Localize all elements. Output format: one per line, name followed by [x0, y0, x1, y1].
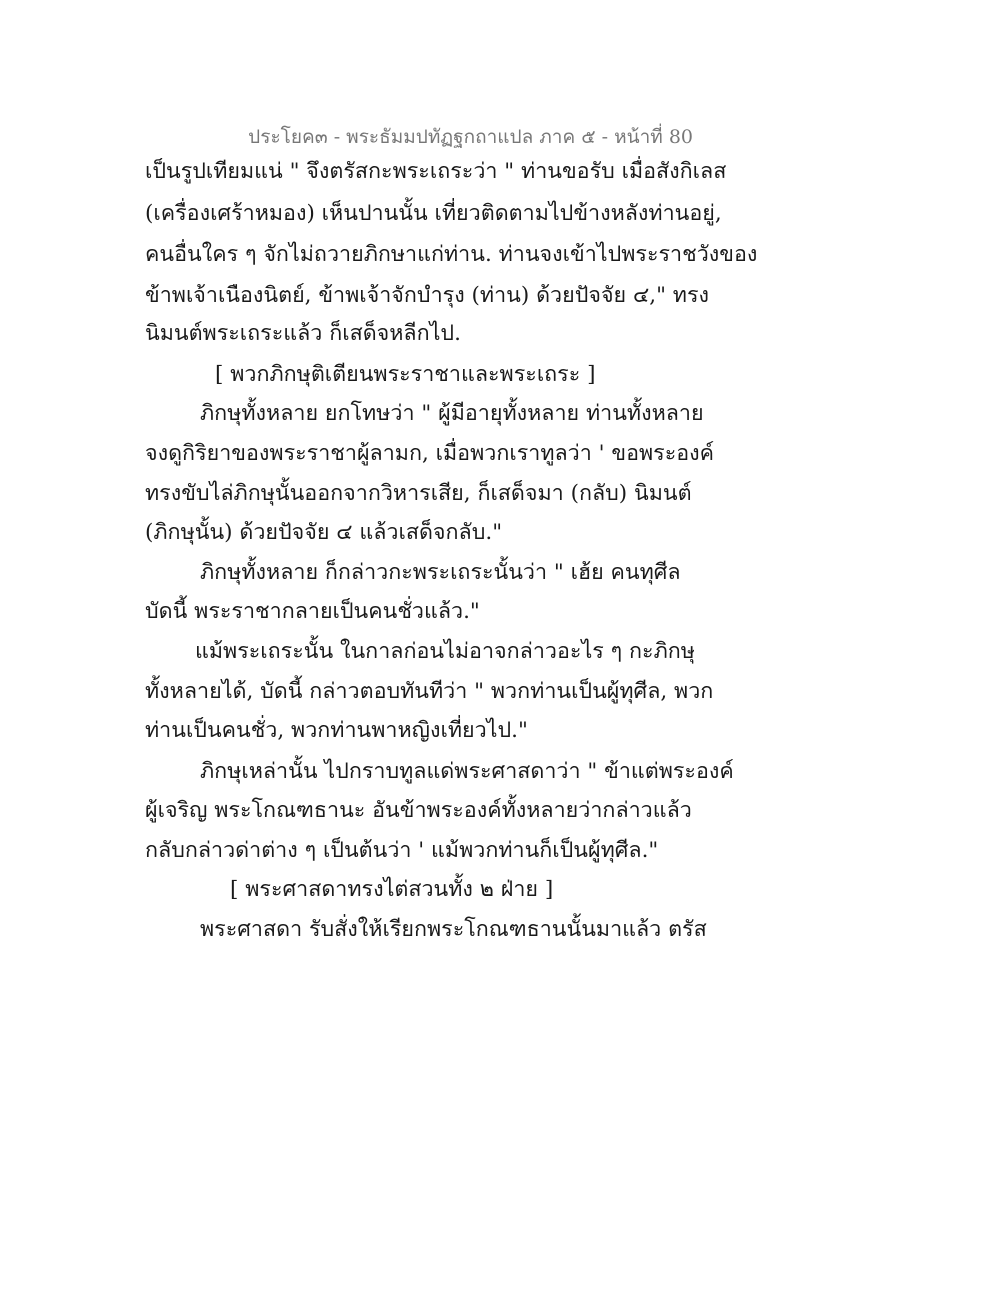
text-line: (ภิกษุนั้น) ด้วยปัจจัย ๔ แล้วเสด็จกลับ."	[145, 520, 503, 545]
text-line: กลับกล่าวด่าต่าง ๆ เป็นต้นว่า ' แม้พวกท่านก็เป็นผู้ทุศีล."	[145, 838, 659, 863]
text-line: ทั้งหลายได้, บัดนี้ กล่าวตอบทันทีว่า " พวกท่านเป็นผู้ทุศีล, พวก	[145, 679, 714, 704]
text-line: บัดนี้ พระราชากลายเป็นคนชั่วแล้ว."	[145, 599, 480, 624]
text-line: แม้พระเถระนั้น ในกาลก่อนไม่อาจกล่าวอะไร ๆ กะภิกษุ	[195, 639, 695, 664]
text-line: พระศาสดา รับสั่งให้เรียกพระโกณฑธานนั้นมาแล้ว ตรัส	[200, 917, 707, 942]
text-line: ทรงขับไล่ภิกษุนั้นออกจากวิหารเสีย, ก็เสด็จมา (กลับ) นิมนต์	[145, 481, 692, 506]
text-line: นิมนต์พระเถระแล้ว ก็เสด็จหลีกไป.	[145, 321, 461, 346]
text-line: ผู้เจริญ พระโกณฑธานะ อันข้าพระองค์ทั้งหลายว่ากล่าวแล้ว	[145, 798, 692, 823]
text-line: เป็นรูปเทียมแน่ " จึงตรัสกะพระเถระว่า " ท่านขอรับ เมื่อสังกิเลส	[145, 159, 727, 184]
text-line: จงดูกิริยาของพระราชาผู้ลามก, เมื่อพวกเราทูลว่า ' ขอพระองค์	[145, 441, 715, 466]
text-line: (เครื่องเศร้าหมอง) เห็นปานนั้น เที่ยวติดตามไปข้างหลังท่านอยู่,	[145, 201, 722, 226]
section-heading: [ พวกภิกษุติเตียนพระราชาและพระเถระ ]	[215, 362, 596, 387]
text-line: ท่านเป็นคนชั่ว, พวกท่านพาหญิงเที่ยวไป."	[145, 718, 528, 743]
text-line: ข้าพเจ้าเนืองนิตย์, ข้าพเจ้าจักบำรุง (ท่าน) ด้วยปัจจัย ๔," ทรง	[145, 283, 710, 308]
running-header: ประโยค๓ - พระธัมมปทัฏฐกถาแปล ภาค ๕ - หน้าที่ 80	[248, 126, 693, 148]
section-heading: [ พระศาสดาทรงไต่สวนทั้ง ๒ ฝ่าย ]	[230, 877, 554, 902]
text-line: ภิกษุทั้งหลาย ก็กล่าวกะพระเถระนั้นว่า " เฮ้ย คนทุศีล	[200, 560, 681, 585]
text-line: ภิกษุเหล่านั้น ไปกราบทูลแด่พระศาสดาว่า " ข้าแต่พระองค์	[200, 759, 734, 784]
text-line: คนอื่นใคร ๆ จักไม่ถวายภิกษาแก่ท่าน. ท่านจงเข้าไปพระราชวังของ	[145, 242, 758, 267]
text-line: ภิกษุทั้งหลาย ยกโทษว่า " ผู้มีอายุทั้งหลาย ท่านทั้งหลาย	[200, 401, 704, 426]
